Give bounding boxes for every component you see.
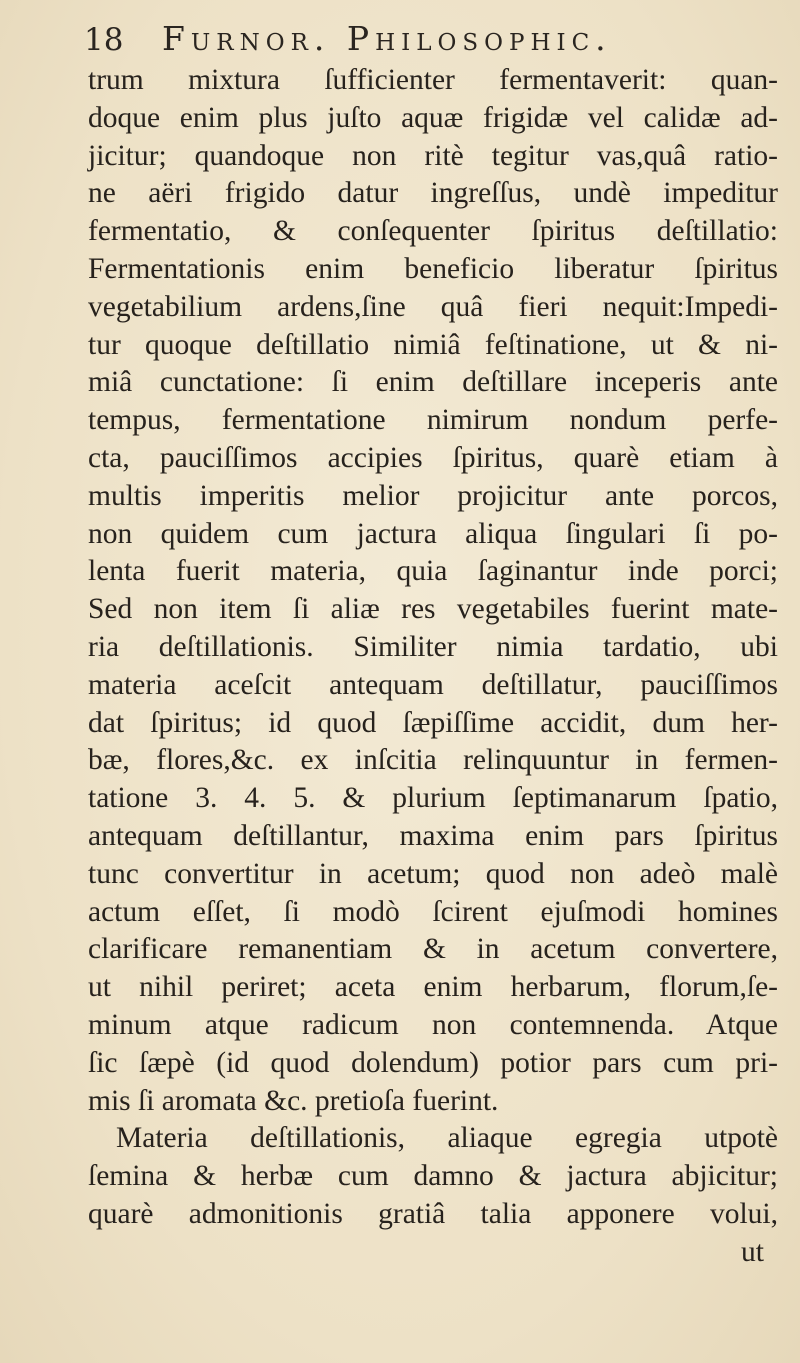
- text-line: dat ſpiritus; id quod ſæpiſſime accidit, dum her-: [88, 706, 778, 739]
- body-text: [88, 62, 778, 1272]
- text-line: ut nihil periret; aceta enim herbarum, florum,ſe-: [88, 971, 778, 1004]
- running-head: [84, 20, 784, 60]
- page-number: 18: [84, 22, 124, 58]
- text-line: minum atque radicum non contemnenda. Atque: [88, 1008, 778, 1041]
- catchword: ut: [741, 1235, 764, 1268]
- text-line: ria deſtillationis. Similiter nimia tardatio, ubi: [88, 630, 778, 663]
- text-line: clarificare remanentiam & in acetum convertere,: [88, 933, 778, 966]
- text-line: fermentatio, & conſequenter ſpiritus deſtillatio:: [88, 215, 778, 248]
- text-line: non quidem cum jactura aliqua ſingulari ſi po-: [88, 517, 778, 550]
- text-line: bæ, flores,&c. ex inſcitia relinquuntur in fermen-: [88, 744, 778, 777]
- text-line: tur quoque deſtillatio nimiâ feſtinatione, ut & ni-: [88, 328, 778, 361]
- text-line: cta, pauciſſimos accipies ſpiritus, quarè etiam à: [88, 441, 778, 474]
- text-line: materia aceſcit antequam deſtillatur, pauciſſimos: [88, 668, 778, 701]
- text-line: tempus, fermentatione nimirum nondum perfe-: [88, 404, 778, 437]
- text-line: ſic ſæpè (id quod dolendum) potior pars cum pri-: [88, 1046, 778, 1079]
- text-line: trum mixtura ſufficienter fermentaverit: quan-: [88, 64, 778, 96]
- text-line: ſemina & herbæ cum damno & jactura abjicitur;: [88, 1160, 778, 1193]
- text-line: doque enim plus juſto aquæ frigidæ vel calidæ ad-: [88, 101, 778, 134]
- text-line: tunc convertitur in acetum; quod non adeò malè: [88, 857, 778, 890]
- text-line: Sed non item ſi aliæ res vegetabiles fuerint mate-: [88, 593, 778, 626]
- text-line: actum eſſet, ſi modò ſcirent ejuſmodi homines: [88, 895, 778, 928]
- text-line: Fermentationis enim beneficio liberatur ſpiritus: [88, 252, 778, 285]
- running-title: Furnor. Philosophic.: [162, 19, 612, 58]
- text-line: lenta fuerit materia, quia ſaginantur inde porci;: [88, 555, 778, 588]
- text-line: miâ cunctatione: ſi enim deſtillare inceperis ante: [88, 366, 778, 399]
- text-line: tatione 3. 4. 5. & plurium ſeptimanarum ſpatio,: [88, 782, 778, 815]
- text-line: Materia deſtillationis, aliaque egregia utpotè: [116, 1122, 778, 1155]
- text-line: vegetabilium ardens,ſine quâ fieri nequit:Impedi-: [88, 290, 778, 323]
- text-line: jicitur; quandoque non ritè tegitur vas,quâ ratio-: [88, 139, 778, 172]
- text-line: antequam deſtillantur, maxima enim pars ſpiritus: [88, 819, 778, 852]
- text-line: ne aëri frigido datur ingreſſus, undè impeditur: [88, 177, 778, 210]
- text-line: quarè admonitionis gratiâ talia apponere volui,: [88, 1197, 778, 1230]
- text-line: mis ſi aromata &c. pretioſa fuerint.: [88, 1084, 499, 1117]
- text-line: multis imperitis melior projicitur ante porcos,: [88, 479, 778, 512]
